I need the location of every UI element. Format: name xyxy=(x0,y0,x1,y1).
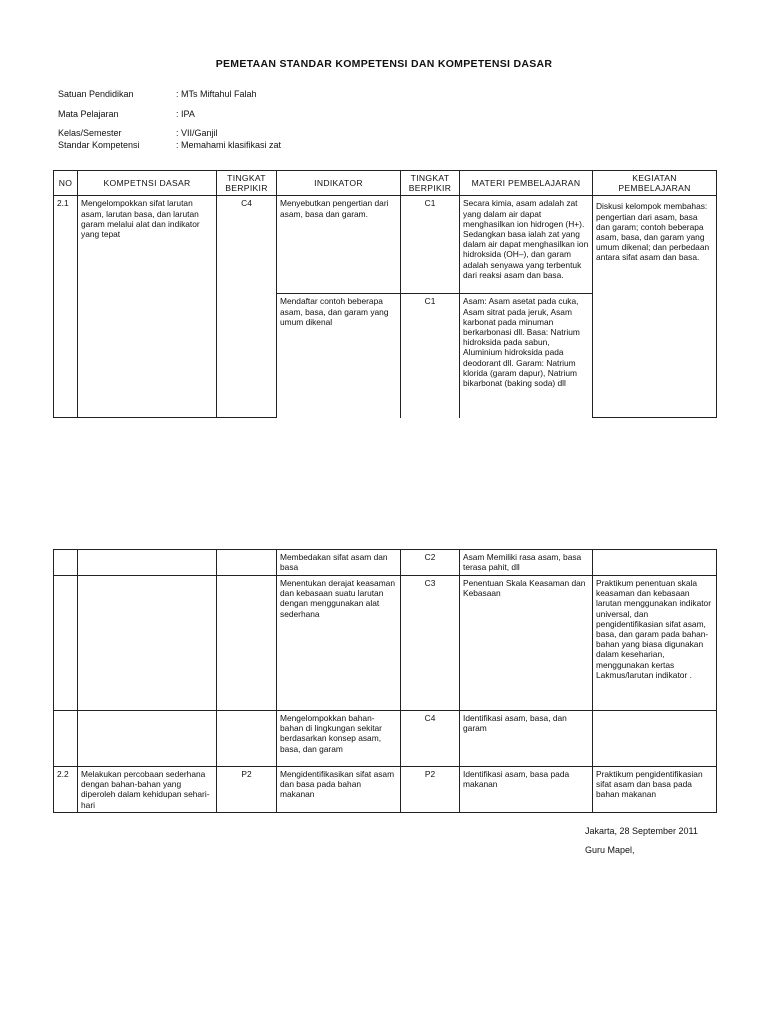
cell-kompetensi-dasar xyxy=(78,711,217,767)
cell-kompetensi-dasar xyxy=(78,550,217,576)
cell-no: 2.1 xyxy=(54,196,78,418)
meta-key: Mata Pelajaran xyxy=(58,109,119,119)
cell-kegiatan: Praktikum penentuan skala keasaman dan kebasaan larutan menggunakan indikator universal, dan pengidentifikasian sifat asam, basa, dan garam pada bahan-bahan yang biasa digunakan dalam keseharian, menggunakan kertas Lakmus/larutan indikator . xyxy=(593,576,717,711)
document-title: PEMETAAN STANDAR KOMPETENSI DAN KOMPETENSI DASAR xyxy=(215,58,553,70)
signature-place-date: Jakarta, 28 September 2011 xyxy=(585,826,698,836)
cell-kegiatan xyxy=(593,550,717,576)
meta-value: : MTs Miftahul Falah xyxy=(176,89,257,99)
cell-tingkat-berpikir xyxy=(217,550,277,576)
cell-indikator: Mendaftar contoh beberapa asam, basa, dan garam yang umum dikenal xyxy=(277,294,401,418)
cell-tingkat-berpikir xyxy=(217,576,277,711)
cell-tingkat-berpikir xyxy=(217,711,277,767)
header-kompetensi-dasar: KOMPETNSI DASAR xyxy=(78,171,217,196)
meta-row-sk xyxy=(58,139,281,151)
cell-tingkat-berpikir: P2 xyxy=(401,767,460,813)
header-tingkat-berpikir: TINGKAT BERPIKIR xyxy=(217,171,277,196)
cell-kompetensi-dasar: Melakukan percobaan sederhana dengan bahan-bahan yang diperoleh dalam kehidupan sehari-hari xyxy=(78,767,217,813)
meta-value: : VII/Ganjil xyxy=(176,128,218,138)
header-materi: MATERI PEMBELAJARAN xyxy=(460,171,593,196)
cell-tingkat-berpikir: C1 xyxy=(401,196,460,294)
cell-materi: Secara kimia, asam adalah zat yang dalam air dapat menghasilkan ion hidrogen (H+). Sedangkan basa ialah zat yang dalam air dapat menghasilkan ion hidroksida (OH–), dan garam adalah senyawa yang terbentuk dari reaksi asam dan basa. xyxy=(460,196,593,294)
meta-key: Satuan Pendidikan xyxy=(58,89,134,99)
cell-kegiatan: Praktikum pengidentifikasian sifat asam dan basa pada bahan makanan xyxy=(593,767,717,813)
header-tingkat-berpikir: TINGKAT BERPIKIR xyxy=(401,171,460,196)
meta-row-satuan xyxy=(58,88,257,100)
table-row xyxy=(54,550,717,576)
cell-tingkat-berpikir: C2 xyxy=(401,550,460,576)
cell-kegiatan xyxy=(593,711,717,767)
table-row xyxy=(54,767,717,813)
cell-materi: Penentuan Skala Keasaman dan Kebasaan xyxy=(460,576,593,711)
cell-tingkat-berpikir: C4 xyxy=(401,711,460,767)
meta-value: : IPA xyxy=(176,109,195,119)
meta-key: Kelas/Semester xyxy=(58,128,122,138)
meta-row-kelas xyxy=(58,127,218,139)
table-row xyxy=(54,711,717,767)
cell-kompetensi-dasar: Mengelompokkan sifat larutan asam, larutan basa, dan larutan garam melalui alat dan indikator yang tepat xyxy=(78,196,217,418)
cell-kompetensi-dasar xyxy=(78,576,217,711)
cell-no xyxy=(54,576,78,711)
cell-tingkat-berpikir: C4 xyxy=(217,196,277,418)
meta-value: : Memahami klasifikasi zat xyxy=(176,140,282,150)
cell-kegiatan: Diskusi kelompok membahas: pengertian dari asam, basa dan garam; contoh beberapa asam, basa, dan garam yang umum dikenal; dan perbedaan antara sifat asam dan basa. xyxy=(593,196,717,418)
cell-materi: Asam Memiliki rasa asam, basa terasa pahit, dll xyxy=(460,550,593,576)
header-no: NO xyxy=(54,171,78,196)
header-indikator: INDIKATOR xyxy=(277,171,401,196)
cell-indikator: Menyebutkan pengertian dari asam, basa dan garam. xyxy=(277,196,401,294)
mapping-table-page2 xyxy=(53,549,717,813)
cell-indikator: Mengelompokkan bahan-bahan di lingkungan sekitar berdasarkan konsep asam, basa, dan garam xyxy=(277,711,401,767)
header-kegiatan: KEGIATAN PEMBELAJARAN xyxy=(593,171,717,196)
signature-role: Guru Mapel, xyxy=(585,845,635,855)
meta-row-mapel xyxy=(58,108,195,120)
mapping-table-page1 xyxy=(53,170,717,418)
cell-indikator: Mengidentifikasikan sifat asam dan basa pada bahan makanan xyxy=(277,767,401,813)
meta-key: Standar Kompetensi xyxy=(58,140,140,150)
table-row xyxy=(54,196,717,294)
cell-tingkat-berpikir: C3 xyxy=(401,576,460,711)
cell-no: 2.2 xyxy=(54,767,78,813)
cell-materi: Identifikasi asam, basa, dan garam xyxy=(460,711,593,767)
cell-materi: Asam: Asam asetat pada cuka, Asam sitrat pada jeruk, Asam karbonat pada minuman berkarbonasi dll. Basa: Natrium hidroksida pada sabun, Aluminium hidroksida pada deodorant dll. Garam: Natrium klorida (garam dapur), Natrium bikarbonat (baking soda) dll xyxy=(460,294,593,418)
cell-tingkat-berpikir: C1 xyxy=(401,294,460,418)
cell-materi: Identifikasi asam, basa pada makanan xyxy=(460,767,593,813)
cell-no xyxy=(54,711,78,767)
cell-indikator: Membedakan sifat asam dan basa xyxy=(277,550,401,576)
cell-no xyxy=(54,550,78,576)
cell-tingkat-berpikir: P2 xyxy=(217,767,277,813)
cell-indikator: Menentukan derajat keasaman dan kebasaan suatu larutan dengan menggunakan alat sederhana xyxy=(277,576,401,711)
table-row xyxy=(54,576,717,711)
